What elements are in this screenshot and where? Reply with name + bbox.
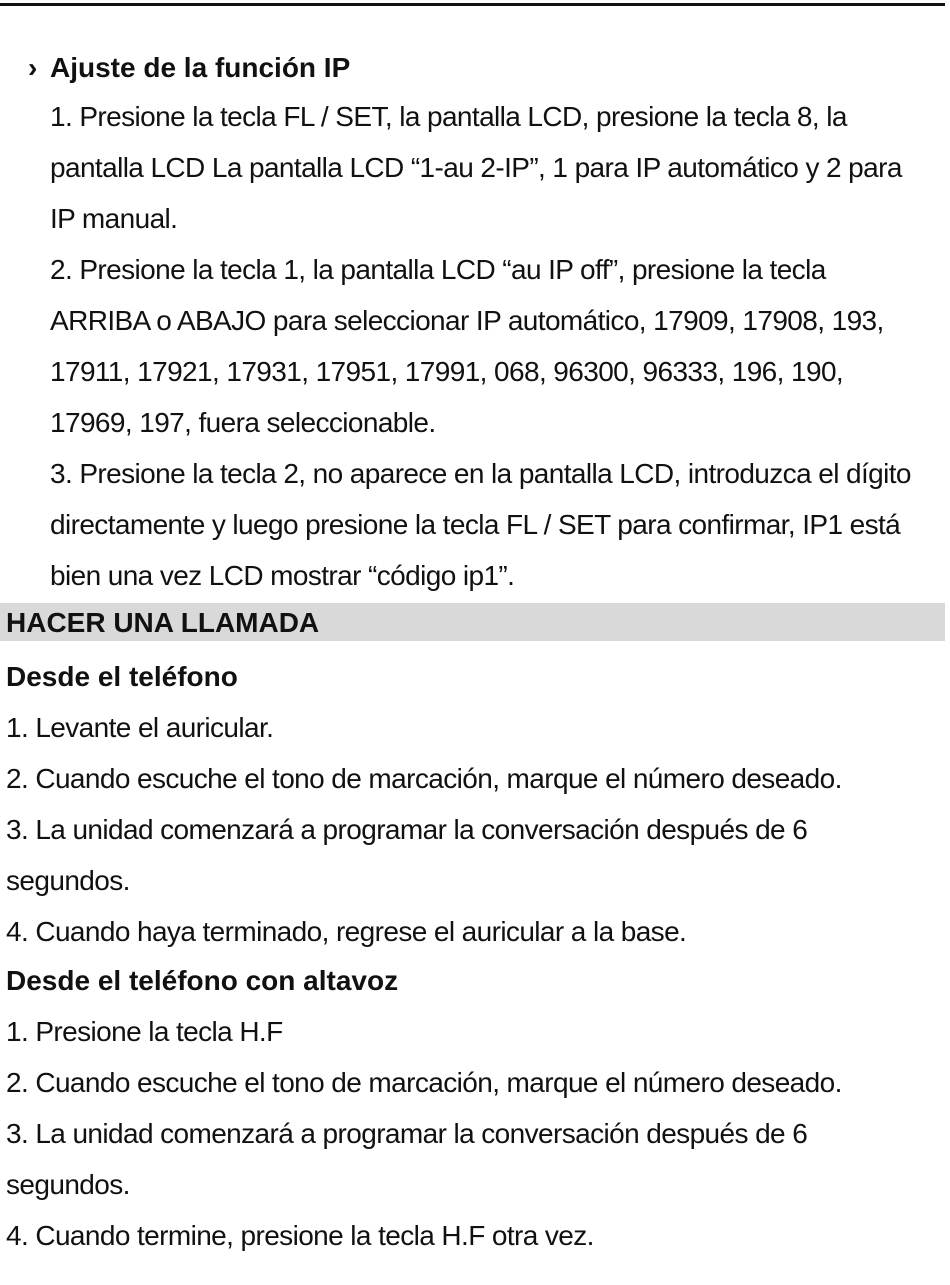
from-speakerphone-steps [0,1006,936,1261]
from-phone-step-3: 3. La unidad comenzará a programar la conversación después de 6 segundos. [6,814,808,896]
from-speakerphone-title: Desde el teléfono con altavoz [6,965,399,996]
ip-function-heading [28,45,350,91]
from-speakerphone-step-4: 4. Cuando termine, presione la tecla H.F otra vez. [6,1220,594,1251]
from-phone-section [0,651,950,957]
from-speakerphone-section [0,955,950,1261]
ip-function-title: Ajuste de la función IP [50,52,351,83]
make-call-section-header [0,603,945,641]
from-phone-steps [0,702,936,957]
from-phone-step-2: 2. Cuando escuche el tono de marcación, marque el número deseado. [6,763,842,794]
ip-step-2: 2. Presione la tecla 1, la pantalla LCD “au IP off”, presione la tecla ARRIBA o ABAJO para seleccionar IP automático, 17909, 17908, 193, 17911, 17921, 17931, 17951, 17991, 068, 96300, 96333, 196, 190, 17969, 197, fuera seleccionable. [50,254,884,438]
from-phone-step-4: 4. Cuando haya terminado, regrese el auricular a la base. [6,916,687,947]
ip-step-1: 1. Presione la tecla FL / SET, la pantalla LCD, presione la tecla 8, la pantalla LCD La pantalla LCD “1-au 2-IP”, 1 para IP automático y 2 para IP manual. [50,101,902,234]
ip-function-steps [50,91,930,601]
from-speakerphone-step-3: 3. La unidad comenzará a programar la conversación después de 6 segundos. [6,1118,808,1200]
top-divider [0,3,945,6]
chevron-right-icon: › [28,52,38,83]
from-phone-title: Desde el teléfono [6,661,238,692]
make-call-title: HACER UNA LLAMADA [6,607,320,638]
ip-step-3: 3. Presione la tecla 2, no aparece en la pantalla LCD, introduzca el dígito directamente y luego presione la tecla FL / SET para confirmar, IP1 está bien una vez LCD mostrar “código ip1”. [50,458,911,591]
from-speakerphone-step-2: 2. Cuando escuche el tono de marcación, marque el número deseado. [6,1067,842,1098]
from-phone-step-1: 1. Levante el auricular. [6,712,274,743]
from-speakerphone-step-1: 1. Presione la tecla H.F [6,1016,283,1047]
